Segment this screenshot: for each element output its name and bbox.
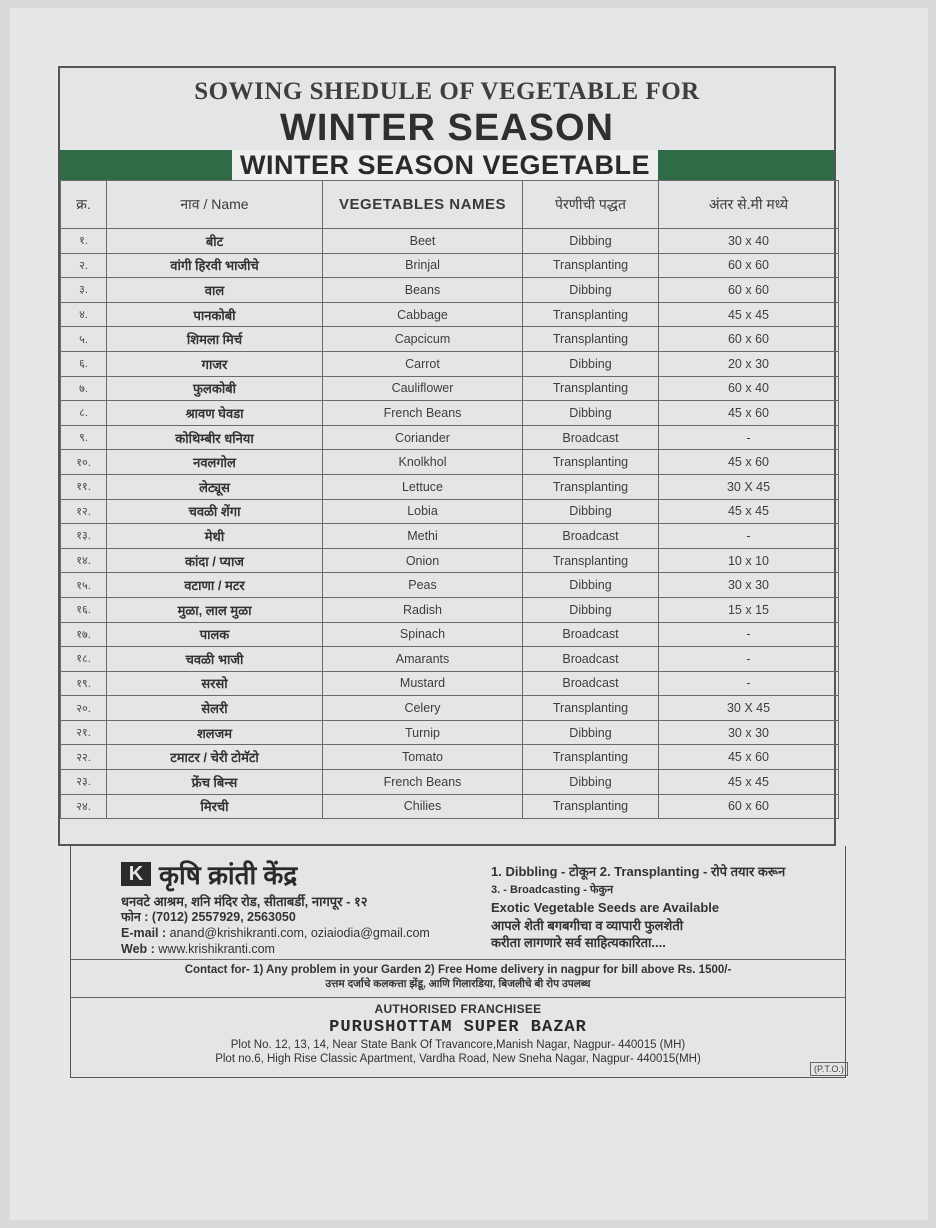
pto-label: (P.T.O.): [810, 1062, 848, 1076]
row-method: Dibbing: [523, 499, 659, 524]
footer-info: [71, 846, 845, 960]
row-spacing: -: [659, 524, 839, 549]
table-row: [61, 720, 839, 745]
col-header-vegetable: VEGETABLES NAMES: [323, 181, 523, 229]
row-vegetable-name: Lettuce: [323, 474, 523, 499]
row-method: Transplanting: [523, 474, 659, 499]
row-name-marathi: सेलरी: [107, 696, 323, 721]
row-method: Dibbing: [523, 351, 659, 376]
marathi-note-2: करीता लागणारे सर्व साहित्यकारिता....: [491, 935, 666, 950]
table-row: [61, 302, 839, 327]
row-name-marathi: सरसो: [107, 671, 323, 696]
title-line-2: WINTER SEASON: [280, 107, 614, 149]
table-row: [61, 745, 839, 770]
row-vegetable-name: Radish: [323, 597, 523, 622]
vegetable-table: [60, 180, 839, 819]
row-vegetable-name: Turnip: [323, 720, 523, 745]
authorised-label: AUTHORISED FRANCHISEE: [374, 1002, 542, 1016]
row-name-marathi: मुळा, लाल मुळा: [107, 597, 323, 622]
table-row: [61, 376, 839, 401]
row-number: ६.: [61, 351, 107, 376]
contact-box: [71, 960, 845, 998]
row-name-marathi: गाजर: [107, 351, 323, 376]
col-header-spacing: अंतर से.मी मध्ये: [659, 181, 839, 229]
row-vegetable-name: Onion: [323, 548, 523, 573]
row-number: २०.: [61, 696, 107, 721]
row-method: Broadcast: [523, 622, 659, 647]
address: धनवटे आश्रम, शनि मंदिर रोड, सीताबर्डी, नागपूर - १२: [121, 894, 368, 909]
row-number: १४.: [61, 548, 107, 573]
table-row: [61, 647, 839, 672]
row-method: Transplanting: [523, 794, 659, 819]
row-name-marathi: कोथिम्बीर धनिया: [107, 425, 323, 450]
row-spacing: 30 x 30: [659, 573, 839, 598]
table-row: [61, 696, 839, 721]
row-name-marathi: वटाणा / मटर: [107, 573, 323, 598]
table-row: [61, 524, 839, 549]
title-area: [60, 68, 834, 150]
table-row: [61, 253, 839, 278]
web-value: www.krishikranti.com: [158, 942, 275, 956]
row-vegetable-name: Chilies: [323, 794, 523, 819]
table-body: [61, 229, 839, 819]
brand: [121, 856, 297, 892]
row-spacing: 45 x 60: [659, 450, 839, 475]
row-number: ११.: [61, 474, 107, 499]
row-method: Transplanting: [523, 696, 659, 721]
row-method: Broadcast: [523, 647, 659, 672]
table-row: [61, 474, 839, 499]
row-vegetable-name: French Beans: [323, 770, 523, 795]
table-row: [61, 573, 839, 598]
row-number: ३.: [61, 278, 107, 303]
row-spacing: 15 x 15: [659, 597, 839, 622]
contact-line: Contact for- 1) Any problem in your Garden 2) Free Home delivery in nagpur for bill above Rs. 1500/-: [184, 964, 732, 976]
row-spacing: 20 x 30: [659, 351, 839, 376]
row-method: Dibbing: [523, 597, 659, 622]
row-vegetable-name: Tomato: [323, 745, 523, 770]
row-spacing: -: [659, 671, 839, 696]
row-method: Dibbing: [523, 401, 659, 426]
row-vegetable-name: Brinjal: [323, 253, 523, 278]
row-method: Transplanting: [523, 253, 659, 278]
row-number: १९.: [61, 671, 107, 696]
season-banner-label: WINTER SEASON VEGETABLE: [232, 150, 658, 180]
row-name-marathi: लेट्यूस: [107, 474, 323, 499]
row-name-marathi: श्रावण घेवडा: [107, 401, 323, 426]
row-name-marathi: मिरची: [107, 794, 323, 819]
row-method: Broadcast: [523, 524, 659, 549]
schedule-sheet: [58, 66, 836, 846]
row-spacing: 30 X 45: [659, 696, 839, 721]
row-method: Transplanting: [523, 327, 659, 352]
row-spacing: 45 x 60: [659, 745, 839, 770]
row-name-marathi: नवलगोल: [107, 450, 323, 475]
row-spacing: 60 x 60: [659, 794, 839, 819]
table-row: [61, 499, 839, 524]
row-number: २२.: [61, 745, 107, 770]
row-name-marathi: पानकोबी: [107, 302, 323, 327]
row-spacing: 45 x 45: [659, 302, 839, 327]
row-spacing: 30 x 30: [659, 720, 839, 745]
row-vegetable-name: Cabbage: [323, 302, 523, 327]
franchise-box: [71, 998, 845, 1065]
methods-line-1: 1. Dibbling - टोकून 2. Transplanting - रोपे तयार करून: [491, 864, 786, 879]
plot-address-2: Plot no.6, High Rise Classic Apartment, Vardha Road, New Sneha Nagar, Nagpur- 440015(MH): [215, 1053, 701, 1065]
row-spacing: -: [659, 647, 839, 672]
row-spacing: 30 X 45: [659, 474, 839, 499]
row-number: २४.: [61, 794, 107, 819]
marathi-note-1: आपले शेती बगबगीचा व व्यापारी फुलशेती: [491, 918, 684, 933]
row-method: Transplanting: [523, 302, 659, 327]
row-number: ८.: [61, 401, 107, 426]
row-method: Dibbing: [523, 573, 659, 598]
email-label: E-mail :: [121, 926, 167, 940]
row-vegetable-name: Peas: [323, 573, 523, 598]
row-number: १२.: [61, 499, 107, 524]
table-row: [61, 450, 839, 475]
row-name-marathi: फुलकोबी: [107, 376, 323, 401]
row-number: २.: [61, 253, 107, 278]
row-spacing: 60 x 60: [659, 278, 839, 303]
row-vegetable-name: Beet: [323, 229, 523, 254]
row-name-marathi: कांदा / प्याज: [107, 548, 323, 573]
web-line: [121, 942, 275, 956]
row-vegetable-name: Spinach: [323, 622, 523, 647]
row-name-marathi: शिमला मिर्च: [107, 327, 323, 352]
row-number: ७.: [61, 376, 107, 401]
col-header-name: नाव / Name: [107, 181, 323, 229]
row-vegetable-name: Carrot: [323, 351, 523, 376]
row-method: Transplanting: [523, 450, 659, 475]
table-row: [61, 327, 839, 352]
table-row: [61, 401, 839, 426]
table-row: [61, 278, 839, 303]
row-method: Dibbing: [523, 229, 659, 254]
table-row: [61, 622, 839, 647]
row-name-marathi: चवळी शेंगा: [107, 499, 323, 524]
row-number: १८.: [61, 647, 107, 672]
row-method: Transplanting: [523, 745, 659, 770]
row-spacing: 60 x 60: [659, 253, 839, 278]
row-name-marathi: पालक: [107, 622, 323, 647]
table-header-row: [61, 181, 839, 229]
row-spacing: 60 x 60: [659, 327, 839, 352]
row-method: Dibbing: [523, 278, 659, 303]
table-row: [61, 229, 839, 254]
plot-address-1: Plot No. 12, 13, 14, Near State Bank Of Travancore,Manish Nagar, Nagpur- 440015 (MH): [230, 1039, 686, 1051]
row-vegetable-name: Knolkhol: [323, 450, 523, 475]
row-method: Dibbing: [523, 770, 659, 795]
row-method: Dibbing: [523, 720, 659, 745]
row-spacing: 60 x 40: [659, 376, 839, 401]
row-vegetable-name: Mustard: [323, 671, 523, 696]
col-header-no: क्र.: [61, 181, 107, 229]
row-spacing: 45 x 45: [659, 499, 839, 524]
table-row: [61, 597, 839, 622]
row-number: १७.: [61, 622, 107, 647]
table-row: [61, 770, 839, 795]
row-number: १५.: [61, 573, 107, 598]
row-vegetable-name: Coriander: [323, 425, 523, 450]
row-vegetable-name: Methi: [323, 524, 523, 549]
email-value: anand@krishikranti.com, oziaiodia@gmail.com: [169, 926, 430, 940]
row-number: २३.: [61, 770, 107, 795]
store-name: PURUSHOTTAM SUPER BAZAR: [329, 1018, 587, 1037]
row-spacing: 30 x 40: [659, 229, 839, 254]
row-number: २१.: [61, 720, 107, 745]
row-spacing: 45 x 60: [659, 401, 839, 426]
row-vegetable-name: Lobia: [323, 499, 523, 524]
row-spacing: 45 x 45: [659, 770, 839, 795]
row-name-marathi: वाल: [107, 278, 323, 303]
row-number: ९.: [61, 425, 107, 450]
table-row: [61, 351, 839, 376]
methods-line-2: 3. - Broadcasting - फेकुन: [491, 884, 614, 896]
row-method: Transplanting: [523, 548, 659, 573]
row-name-marathi: चवळी भाजी: [107, 647, 323, 672]
row-number: १.: [61, 229, 107, 254]
row-spacing: -: [659, 425, 839, 450]
row-name-marathi: टमाटर / चेरी टोमॅटो: [107, 745, 323, 770]
col-header-method: पेरणीची पद्धत: [523, 181, 659, 229]
title-line-1: SOWING SHEDULE OF VEGETABLE FOR: [194, 78, 700, 105]
row-method: Transplanting: [523, 376, 659, 401]
row-number: ४.: [61, 302, 107, 327]
row-name-marathi: बीट: [107, 229, 323, 254]
row-name-marathi: मेथी: [107, 524, 323, 549]
table-row: [61, 548, 839, 573]
row-method: Broadcast: [523, 671, 659, 696]
row-method: Broadcast: [523, 425, 659, 450]
row-name-marathi: वांगी हिरवी भाजीचे: [107, 253, 323, 278]
row-vegetable-name: Capcicum: [323, 327, 523, 352]
table-row: [61, 671, 839, 696]
row-number: १०.: [61, 450, 107, 475]
row-number: ५.: [61, 327, 107, 352]
row-spacing: 10 x 10: [659, 548, 839, 573]
brand-logo-icon: K: [121, 862, 151, 886]
row-vegetable-name: French Beans: [323, 401, 523, 426]
row-vegetable-name: Celery: [323, 696, 523, 721]
table-row: [61, 794, 839, 819]
row-vegetable-name: Amarants: [323, 647, 523, 672]
contact-marathi: उत्तम दर्जाचे कलकत्ता झेंडू, आणि गिलारडिया, बिजलीचे बी रोप उपलब्ध: [325, 978, 591, 990]
row-name-marathi: फ्रेंच बिन्स: [107, 770, 323, 795]
footer: [70, 846, 846, 1078]
season-banner: [60, 150, 834, 180]
row-number: १६.: [61, 597, 107, 622]
email-line: [121, 926, 430, 940]
row-vegetable-name: Beans: [323, 278, 523, 303]
row-number: १३.: [61, 524, 107, 549]
row-spacing: -: [659, 622, 839, 647]
web-label: Web :: [121, 942, 155, 956]
row-name-marathi: शलजम: [107, 720, 323, 745]
phone: फोन : (7012) 2557929, 2563050: [121, 910, 296, 924]
row-vegetable-name: Cauliflower: [323, 376, 523, 401]
brand-name: कृषि क्रांती केंद्र: [159, 860, 298, 890]
exotic-seeds: Exotic Vegetable Seeds are Available: [491, 900, 720, 915]
table-row: [61, 425, 839, 450]
